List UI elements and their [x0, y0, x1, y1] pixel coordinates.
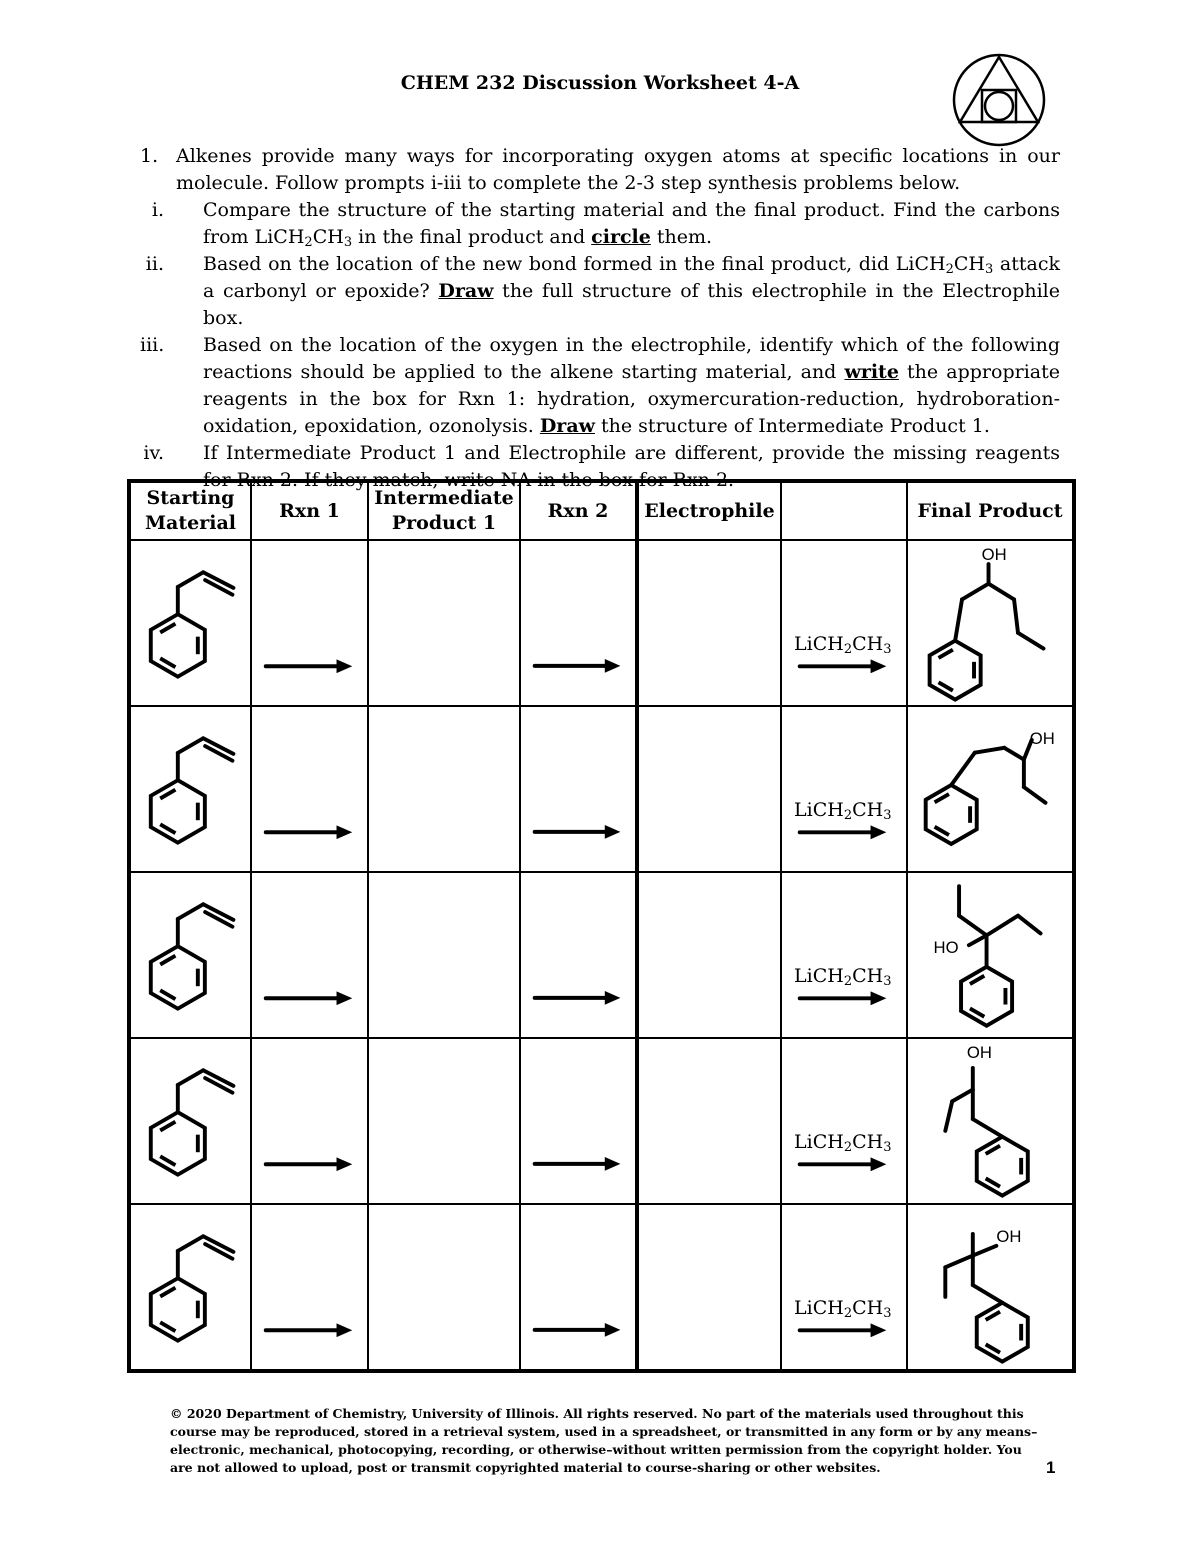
right-arrow-icon	[266, 991, 352, 1005]
right-arrow-icon	[266, 825, 352, 839]
table-row	[129, 540, 1074, 706]
prompt-text: the structure of Intermediate Product 1.	[594, 415, 990, 437]
circle-triangle-square-emblem-icon	[951, 52, 1047, 148]
final-product-cell	[907, 540, 1074, 706]
final-product-structure	[908, 541, 1072, 705]
reagent-cell	[781, 706, 907, 872]
copyright-footer: © 2020 Department of Chemistry, University of Illinois. All rights reserved. No part of the materials used throughout this course may be reproduced, stored in a retrieval system, used in a spreadsheet, or transmitted in any form or by any means–electronic, mechanical, photocopying, recording, or otherwise–without written permission from the copyright holder. You are not allowed to upload, post or transmit copyrighted material to course-sharing or other websites.	[170, 1406, 1038, 1475]
electrophile-cell[interactable]	[637, 1204, 781, 1371]
header-electrophile: Electrophile	[637, 481, 781, 540]
page-number: 1	[1046, 1458, 1056, 1477]
prompt-text: the appropriate reagents in the box for Rxn 1: hydration, oxymercuration-reduction, hydroboration-oxidation, epoxidation, ozonolysis.	[203, 361, 1060, 437]
reagent-label: $LiCH_2CH_3$	[794, 799, 892, 823]
starting-material-cell	[129, 872, 251, 1038]
final-product-cell	[907, 1204, 1074, 1371]
rxn1-cell[interactable]	[251, 872, 368, 1038]
intermediate-product-cell[interactable]	[368, 540, 520, 706]
reagent-label: $LiCH_2CH_3$	[794, 965, 892, 989]
rxn1-arrow-area	[252, 873, 367, 1037]
table-row	[129, 706, 1074, 872]
prompt-text: in the final product and	[352, 226, 592, 248]
electrophile-cell[interactable]	[637, 706, 781, 872]
starting-material-cell	[129, 706, 251, 872]
starting-material-cell	[129, 1038, 251, 1204]
allylbenzene-structure	[131, 541, 250, 705]
header-reagent	[781, 481, 907, 540]
table-row	[129, 1204, 1074, 1371]
benzene-ring-icon	[151, 780, 205, 842]
keyword-draw: Draw	[438, 280, 494, 302]
final-product-structure	[908, 1205, 1072, 1369]
rxn2-arrow-area	[521, 1039, 635, 1203]
benzene-ring-icon	[151, 946, 205, 1008]
prompt-text: them.	[650, 226, 713, 248]
keyword-draw: Draw	[539, 415, 595, 437]
benzene-ring-icon	[926, 785, 977, 844]
electrophile-cell[interactable]	[637, 1038, 781, 1204]
benzene-ring-icon	[930, 641, 981, 700]
reagent-arrow-area	[782, 707, 906, 871]
page-title: CHEM 232 Discussion Worksheet 4-A	[400, 72, 800, 94]
rxn2-cell[interactable]	[520, 706, 637, 872]
electrophile-cell[interactable]	[637, 540, 781, 706]
right-arrow-icon	[535, 991, 621, 1005]
prompt-number: iv.	[143, 442, 164, 464]
synthesis-table	[127, 479, 1076, 1373]
rxn2-cell[interactable]	[520, 540, 637, 706]
table-row	[129, 1038, 1074, 1204]
reagent-cell	[781, 872, 907, 1038]
prompt-text: Compare the structure of the starting material and the final product. Find the carbons from LiCH	[203, 199, 1060, 248]
intermediate-product-cell[interactable]	[368, 706, 520, 872]
rxn2-arrow-area	[521, 1205, 635, 1369]
intermediate-product-cell[interactable]	[368, 872, 520, 1038]
header-starting-material: Starting Material	[129, 481, 251, 540]
subscript: 3	[343, 235, 353, 250]
rxn1-arrow-area	[252, 707, 367, 871]
hydroxyl-label: OH	[996, 1226, 1022, 1246]
starting-material-cell	[129, 1204, 251, 1371]
right-arrow-icon	[535, 659, 621, 673]
keyword-write: write	[844, 361, 899, 383]
right-arrow-icon	[800, 991, 887, 1005]
table-row	[129, 872, 1074, 1038]
allylbenzene-structure	[131, 707, 250, 871]
allylbenzene-structure	[131, 873, 250, 1037]
header-final-product: Final Product	[907, 481, 1074, 540]
prompt-number: i.	[151, 199, 164, 221]
right-arrow-icon	[800, 1323, 887, 1337]
prompt-i	[140, 197, 1060, 251]
rxn2-cell[interactable]	[520, 872, 637, 1038]
instructions	[140, 143, 1060, 494]
allylbenzene-structure	[131, 1039, 250, 1203]
reagent-cell	[781, 1038, 907, 1204]
right-arrow-icon	[266, 1323, 352, 1337]
rxn2-arrow-area	[521, 541, 635, 705]
right-arrow-icon	[800, 825, 887, 839]
header-intermediate-product: Intermediate Product 1	[368, 481, 520, 540]
reagent-arrow-area	[782, 1205, 906, 1369]
hydroxyl-label: OH	[966, 1043, 992, 1063]
rxn1-cell[interactable]	[251, 1204, 368, 1371]
subscript: 2	[304, 235, 313, 250]
question-1	[140, 143, 1060, 197]
rxn2-arrow-area	[521, 707, 635, 871]
rxn1-arrow-area	[252, 541, 367, 705]
benzene-ring-icon	[961, 967, 1012, 1026]
right-arrow-icon	[535, 1157, 621, 1171]
hydroxyl-label: OH	[981, 545, 1007, 565]
rxn2-arrow-area	[521, 873, 635, 1037]
rxn1-cell[interactable]	[251, 706, 368, 872]
intermediate-product-cell[interactable]	[368, 1038, 520, 1204]
prompt-text: the full structure of this electrophile in the Electrophile box.	[203, 280, 1060, 329]
prompt-text: attack a carbonyl or epoxide?	[203, 253, 1060, 302]
prompt-text: If Intermediate Product 1 and Electrophile are different, provide the missing reagents for Rxn 2. If they match, write NA in the box for Rxn 2.	[203, 442, 1060, 491]
prompt-ii	[140, 251, 1060, 332]
rxn2-cell[interactable]	[520, 1038, 637, 1204]
electrophile-cell[interactable]	[637, 872, 781, 1038]
rxn1-arrow-area	[252, 1039, 367, 1203]
final-product-cell	[907, 872, 1074, 1038]
reagent-label: $LiCH_2CH_3$	[794, 1297, 892, 1321]
allylbenzene-structure	[131, 1205, 250, 1369]
starting-material-cell	[129, 540, 251, 706]
prompt-text: CH	[312, 226, 344, 248]
table-header-row	[129, 481, 1074, 540]
final-product-structure	[908, 707, 1072, 871]
hydroxyl-label: HO	[933, 938, 959, 958]
reagent-arrow-area	[782, 873, 906, 1037]
benzene-ring-icon	[151, 1112, 205, 1174]
header-rxn-1: Rxn 1	[251, 481, 368, 540]
intermediate-product-cell[interactable]	[368, 1204, 520, 1371]
right-arrow-icon	[535, 1323, 621, 1337]
final-product-structure	[908, 873, 1072, 1037]
prompt-text: Based on the location of the oxygen in the electrophile, identify which of the following reactions should be applied to the alkene starting material, and	[203, 334, 1060, 383]
right-arrow-icon	[535, 825, 621, 839]
final-product-cell	[907, 706, 1074, 872]
reagent-label: $LiCH_2CH_3$	[794, 633, 892, 657]
reagent-cell	[781, 1204, 907, 1371]
rxn2-cell[interactable]	[520, 1204, 637, 1371]
right-arrow-icon	[266, 1157, 352, 1171]
prompt-number: ii.	[145, 253, 164, 275]
right-arrow-icon	[800, 1157, 887, 1171]
subscript: 3	[985, 262, 994, 277]
keyword-circle: circle	[591, 226, 651, 248]
prompt-iii	[140, 332, 1060, 440]
right-arrow-icon	[266, 659, 352, 673]
benzene-ring-icon	[151, 1278, 205, 1340]
prompt-text: CH	[953, 253, 985, 275]
reagent-arrow-area	[782, 1039, 906, 1203]
benzene-ring-icon	[151, 614, 205, 676]
benzene-ring-icon	[977, 1303, 1028, 1362]
prompt-number: iii.	[140, 334, 165, 356]
benzene-ring-icon	[977, 1137, 1028, 1196]
subscript: 2	[945, 262, 954, 277]
question-text: Alkenes provide many ways for incorporating oxygen atoms at specific locations in our molecule. Follow prompts i-iii to complete the 2-3 step synthesis problems below.	[176, 145, 1060, 194]
reagent-cell	[781, 540, 907, 706]
hydroxyl-label: OH	[1029, 728, 1055, 748]
header-rxn-2: Rxn 2	[520, 481, 637, 540]
rxn1-arrow-area	[252, 1205, 367, 1369]
prompt-text: Based on the location of the new bond formed in the final product, did LiCH	[203, 253, 946, 275]
final-product-structure	[908, 1039, 1072, 1203]
question-number: 1.	[140, 145, 159, 167]
final-product-cell	[907, 1038, 1074, 1204]
rxn1-cell[interactable]	[251, 540, 368, 706]
reagent-arrow-area	[782, 541, 906, 705]
rxn1-cell[interactable]	[251, 1038, 368, 1204]
right-arrow-icon	[800, 659, 887, 673]
reagent-label: $LiCH_2CH_3$	[794, 1131, 892, 1155]
